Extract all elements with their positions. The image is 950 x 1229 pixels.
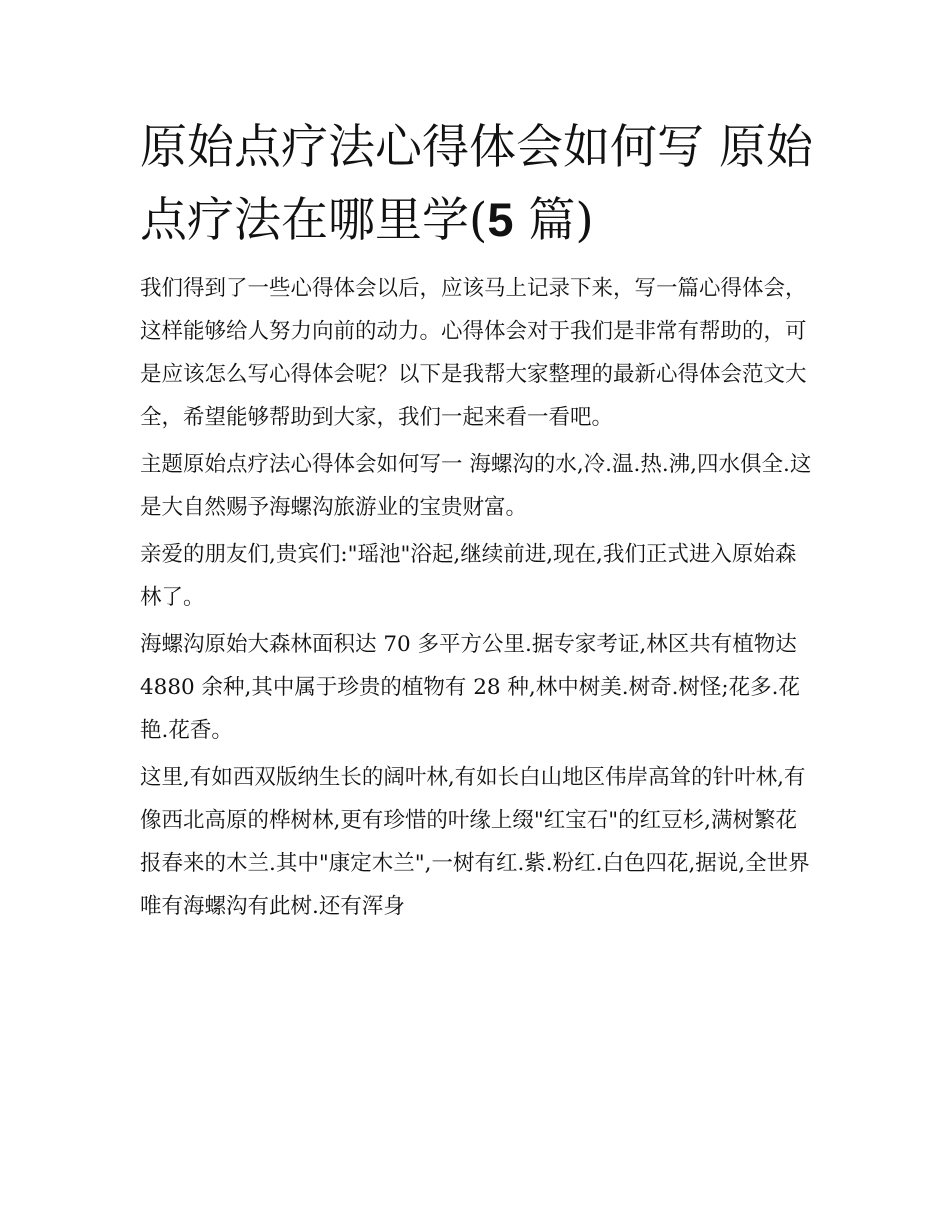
title-tail-text: 篇) bbox=[513, 193, 594, 248]
document-page bbox=[140, 112, 815, 932]
document-title bbox=[140, 112, 815, 257]
paragraph-intro: 我们得到了一些心得体会以后，应该马上记录下来，写一篇心得体会，这样能够给人努力向前的动力。心得体会对于我们是非常有帮助的，可是应该怎么写心得体会呢？以下是我帮大家整理的最新心得体会范文大全，希望能够帮助到大家，我们一起来看一看吧。 bbox=[140, 276, 807, 430]
title-main-text: 原始点疗法心得体会如何写 原始点疗法在哪里学( bbox=[140, 120, 813, 248]
title-count: 5 bbox=[487, 193, 514, 246]
paragraph-topic: 主题原始点疗法心得体会如何写一 海螺沟的水,冷.温.热.沸,四水俱全.这是大自然赐予海螺沟旅游业的宝贵财富。 bbox=[140, 452, 812, 520]
paragraph-forest-types: 这里,有如西双版纳生长的阔叶林,有如长白山地区伟岸高耸的针叶林,有像西北高原的桦树林,更有珍惜的叶缘上缀"红宝石"的红豆杉,满树繁花报春来的木兰.其中"康定木兰",一树有红.紫.粉红.白色四花,据说,全世界唯有海螺沟有此树.还有浑身 bbox=[140, 765, 810, 919]
paragraph-forest-area: 海螺沟原始大森林面积达 70 多平方公里.据专家考证,林区共有植物达 4880 余种,其中属于珍贵的植物有 28 种,林中树美.树奇.树怪;花多.花艳.花香。 bbox=[140, 632, 800, 743]
paragraph-greeting: 亲爱的朋友们,贵宾们:"瑶池"浴起,继续前进,现在,我们正式进入原始森林了。 bbox=[140, 542, 797, 610]
